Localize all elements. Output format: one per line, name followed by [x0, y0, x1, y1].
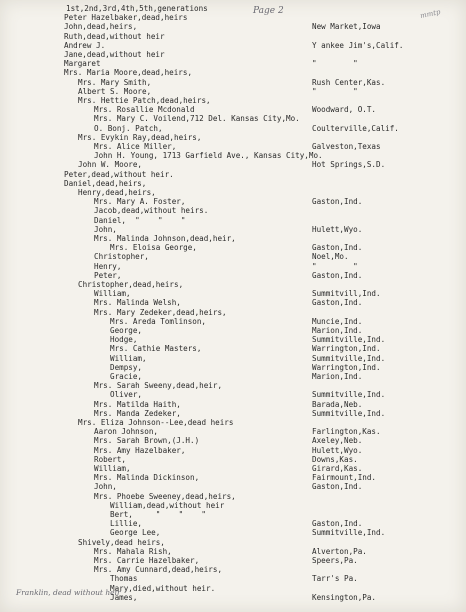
entry-name: Robert, [94, 454, 127, 464]
entry-place: New Market,Iowa [312, 22, 381, 32]
entry-name: Mrs. Hettie Patch,dead,heirs, [78, 96, 211, 105]
entry-place: Marion,Ind. [312, 326, 363, 335]
entry-name: Andrew J. [64, 40, 106, 50]
entry-place: Summitville,Ind. [312, 390, 386, 400]
entry-place: Summitville,Ind. [312, 528, 386, 538]
entry-name: Mrs. Manda Zedeker, [94, 408, 181, 418]
entry-place: Rush Center,Kas. [312, 77, 386, 87]
entry-name: Thomas [110, 574, 138, 584]
entry-place: " " [312, 86, 358, 96]
entry-place: Marion,Ind. [312, 372, 363, 381]
entry-name: Mrs. Eloisa George, [110, 243, 197, 253]
entry-name: Mrs. Amy Hazelbaker, [94, 445, 186, 455]
entry-place: Farlington,Kas. [312, 427, 381, 437]
entry-name: Mrs. Matilda Haith, [94, 399, 181, 409]
entry-name: Gracie, [110, 372, 143, 381]
entry-name: John H. Young, 1713 Garfield Ave., Kansas City,Mo. [94, 151, 323, 161]
entry-name: Jane,dead,without heir [64, 50, 165, 59]
entry-name: Peter Hazelbaker,dead,heirs [64, 13, 188, 23]
entry-place: Woodward, O.T. [312, 105, 377, 115]
entry-name: Mrs. Malinda Dickinson, [94, 473, 200, 483]
entry-name: Oliver, [110, 390, 143, 400]
entry-name: Peter, [94, 270, 122, 280]
entry-name: James, [110, 592, 138, 602]
entry-name: Henry, [94, 261, 122, 271]
entry-place: " " [312, 261, 358, 271]
entry-place: Summitville,Ind. [312, 335, 386, 345]
entry-name: Mrs. Areda Tomlinson, [110, 316, 207, 326]
entry-place: Galveston,Texas [312, 142, 381, 151]
entry-name: John, [94, 482, 117, 492]
entry-name: Christopher,dead,heirs, [78, 280, 184, 289]
entry-name: Mrs. Malinda Welsh, [94, 298, 181, 308]
entry-name: Shively,dead heirs, [78, 537, 165, 547]
entry-name: Mrs. Amy Cunnard,dead,heirs, [94, 565, 223, 575]
entry-name: John W. Moore, [78, 160, 143, 170]
entry-name: Lillie, [110, 519, 143, 529]
entry-name: Mrs. Mary Zedeker,dead,heirs, [94, 307, 227, 317]
entry-name: Mrs. Malinda Johnson,dead,heir, [94, 234, 236, 243]
entry-name: Mrs. Eliza Johnson--Lee,dead heirs [78, 418, 234, 427]
entry-name: Jacob,dead,without heirs. [94, 206, 209, 216]
entry-name: Mrs. Mary A. Foster, [94, 197, 186, 207]
entry-name: Mrs. Mary C. Voilend,712 Del. Kansas City,Mo. [94, 114, 300, 124]
entry-place: " " [312, 59, 358, 69]
entry-place: Barada,Neb. [312, 399, 363, 409]
entry-place: Fairmount,Ind. [312, 473, 377, 483]
entry-place: Summitvill,Ind. [312, 289, 381, 299]
entry-name: Mrs. Sarah Sweeny,dead,heir, [94, 381, 223, 391]
entry-name: Mrs. Evykin Ray,dead,heirs, [78, 132, 202, 142]
entry-name: Daniel, " " " [94, 215, 186, 225]
entry-row [0, 592, 466, 603]
entry-name: William, [94, 464, 131, 473]
entry-name: Hodge, [110, 335, 138, 345]
entry-name: O. Bonj. Patch, [94, 123, 163, 133]
entry-place: Hulett,Wyo. [312, 445, 363, 455]
entry-name: William,dead,without heir [110, 500, 225, 510]
entry-name: Albert S. Moore, [78, 86, 152, 96]
entry-name: George, [110, 326, 143, 335]
entry-name: Bert, " " " [110, 510, 207, 519]
entry-place: Tarr's Pa. [312, 574, 358, 584]
entry-name: William, [94, 289, 131, 299]
entry-place: Muncie,Ind. [312, 316, 363, 326]
entry-name: Mrs. Cathie Masters, [110, 344, 202, 354]
entry-name: George Lee, [110, 528, 161, 538]
entry-name: Margaret [64, 59, 101, 69]
entry-name: Daniel,dead,heirs, [64, 178, 147, 188]
entry-name: Dempsy, [110, 362, 143, 372]
entry-name: Aaron Johnson, [94, 427, 159, 437]
entry-place: Gaston,Ind. [312, 197, 363, 207]
entry-place: Noel,Mo. [312, 252, 349, 262]
entry-name: John,dead,heirs, [64, 22, 138, 32]
entry-name: Mrs. Phoebe Sweeney,dead,heirs, [94, 491, 236, 501]
entry-name: Mrs. Mary Smith, [78, 77, 152, 87]
entry-place: Gaston,Ind. [312, 243, 363, 253]
entry-place: Gaston,Ind. [312, 519, 363, 529]
entry-place: Kensington,Pa. [312, 592, 377, 602]
entry-name: John, [94, 224, 117, 234]
entry-name: Mrs. Mahala Rish, [94, 546, 172, 556]
entry-name: Mrs. Alice Miller, [94, 142, 177, 151]
entry-place: Gaston,Ind. [312, 482, 363, 492]
entry-place: Warrington,Ind. [312, 362, 381, 372]
entry-place: Warrington,Ind. [312, 344, 381, 354]
entry-place: Girard,Kas. [312, 464, 363, 473]
entry-place: Downs,Kas. [312, 454, 358, 464]
corner-annotation: mmtp [419, 7, 442, 21]
page-number-annotation: Page 2 [253, 6, 284, 16]
handwritten-note: Franklin, dead without heir [16, 588, 121, 597]
entry-name: Mrs. Rosallie Mcdonald [94, 105, 195, 115]
entry-name: William, [110, 353, 147, 363]
entry-name: Mrs. Sarah Brown,(J.H.) [94, 436, 200, 446]
entry-name: Henry,dead,heirs, [78, 188, 156, 197]
entry-place: Axeley,Neb. [312, 436, 363, 446]
entry-name: Mrs. Carrie Hazelbaker, [94, 556, 200, 565]
entry-name: Mary,died,without heir. [110, 583, 216, 593]
entry-place: Gaston,Ind. [312, 270, 363, 280]
entry-name: Peter,dead,without heir. [64, 169, 174, 179]
entry-place: Hulett,Wyo. [312, 224, 363, 234]
entry-place: Hot Springs,S.D. [312, 160, 386, 170]
entry-name: 1st,2nd,3rd,4th,5th,generations [66, 4, 208, 13]
entry-name: Ruth,dead,without heir [64, 31, 165, 41]
entry-place: Gaston,Ind. [312, 298, 363, 308]
entry-place: Alverton,Pa. [312, 546, 367, 556]
entry-name: Christopher, [94, 252, 149, 262]
entry-place: Y ankee Jim's,Calif. [312, 40, 404, 50]
entry-place: Coulterville,Calif. [312, 123, 399, 133]
entry-place: Summitville,Ind. [312, 353, 386, 363]
entry-place: Summitville,Ind. [312, 408, 386, 418]
entry-name: Mrs. Maria Moore,dead,heirs, [64, 68, 193, 78]
entry-place: Speers,Pa. [312, 556, 358, 565]
